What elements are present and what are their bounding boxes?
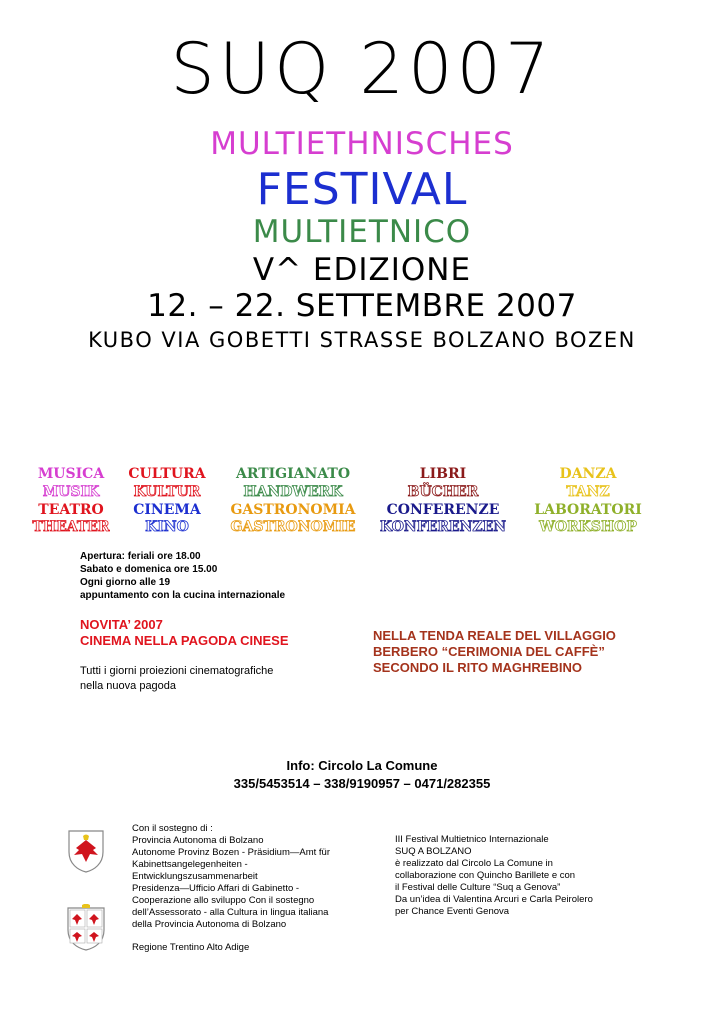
support-line2: Provincia Autonoma di Bolzano (132, 835, 264, 846)
support-text (132, 823, 330, 954)
trentino-crest-icon (66, 904, 106, 957)
support-line4: Kabinettsangelegenheiten - (132, 859, 248, 870)
category-de-kino: KINO (145, 519, 189, 535)
tenda-line3: SECONDO IL RITO MAGHREBINO (373, 660, 582, 675)
tenda-line1: NELLA TENDA REALE DEL VILLAGGIO (373, 628, 616, 643)
novita-heading (80, 617, 289, 649)
support-line9: della Provincia Autonoma di Bolzano (132, 919, 287, 930)
opening-hours-weekend: Sabato e domenica ore 15.00 (80, 564, 218, 575)
category-it-gastronomia: GASTRONOMIA (230, 502, 356, 518)
category-de-musik: MUSIK (42, 484, 100, 500)
support-line3: Autonome Provinz Bozen - Präsidium—Amt für (132, 847, 330, 858)
category-de-workshop: WORKSHOP (539, 519, 637, 535)
opening-hours (80, 550, 285, 602)
support-region: Regione Trentino Alto Adige (132, 942, 250, 953)
category-de-kultur: KULTUR (133, 484, 201, 500)
category-it-cinema: CINEMA (133, 502, 201, 518)
novita-year: NOVITA’ 2007 (80, 617, 163, 632)
tenda-announcement (373, 628, 616, 676)
category-de-handwerk: HANDWERK (243, 484, 343, 500)
novita-desc-line2: nella nuova pagoda (80, 680, 177, 692)
daily-event-time: Ogni giorno alle 19 (80, 577, 171, 588)
credits-line6: Da un’idea di Valentina Arcuri e Carla Peirolero (395, 894, 593, 905)
credits-line7: per Chance Eventi Genova (395, 906, 510, 917)
subtitle-multietnico: MULTIETNICO (252, 214, 472, 250)
support-line6: Presidenza—Ufficio Affari di Gabinetto - (132, 883, 300, 894)
category-de-tanz: TANZ (566, 484, 610, 500)
category-it-laboratori: LABORATORI (534, 502, 642, 518)
category-it-teatro: TEATRO (38, 502, 104, 518)
category-it-artigianato: ARTIGIANATO (235, 466, 351, 482)
category-it-libri: LIBRI (419, 466, 467, 482)
support-line8: dell’Assessorato - alla Cultura in lingua italiana (132, 907, 329, 918)
credits-line2: SUQ A BOLZANO (395, 846, 472, 857)
category-de-konferenzen: KONFERENZEN (379, 519, 507, 535)
category-it-musica: MUSICA (37, 466, 105, 482)
support-line1: Con il sostegno di : (132, 823, 213, 834)
credits-text (395, 834, 593, 918)
category-de-gastronomie: GASTRONOMIE (230, 519, 356, 535)
opening-hours-weekday: Apertura: feriali ore 18.00 (80, 551, 201, 562)
category-de-theater: THEATER (32, 519, 110, 535)
venue: KUBO VIA GOBETTI STRASSE BOLZANO BOZEN (88, 328, 636, 352)
category-it-danza: DANZA (559, 466, 617, 482)
category-it-cultura: CULTURA (128, 466, 206, 482)
category-de-buecher: BÜCHER (407, 484, 479, 500)
dates: 12. – 22. SETTEMBRE 2007 (147, 288, 577, 324)
bolzano-crest-icon (66, 828, 106, 879)
novita-description (80, 664, 273, 694)
edition: V^ EDIZIONE (252, 252, 472, 288)
credits-line4: collaborazione con Quincho Barillete e con (395, 870, 576, 881)
novita-desc-line1: Tutti i giorni proiezioni cinematografiche (80, 665, 274, 677)
tenda-line2: BERBERO “CERIMONIA DEL CAFFÈ” (373, 644, 605, 659)
credits-line5: il Festival delle Culture “Suq a Genova” (395, 882, 561, 893)
info-title: Info: Circolo La Comune (286, 758, 438, 773)
festival-title: SUQ 2007 (170, 28, 554, 110)
info-phones: 335/5453514 – 338/9190957 – 0471/282355 (233, 776, 491, 791)
credits-line3: è realizzato dal Circolo La Comune in (395, 858, 553, 869)
support-line5: Entwicklungszusammenarbeit (132, 871, 258, 882)
daily-event-desc: appuntamento con la cucina internazionale (80, 590, 286, 601)
subtitle-festival: FESTIVAL (256, 164, 468, 215)
novita-cinema: CINEMA NELLA PAGODA CINESE (80, 633, 289, 648)
support-line7: Cooperazione allo sviluppo Con il sostegno (132, 895, 315, 906)
category-it-conferenze: CONFERENZE (386, 502, 500, 518)
credits-line1: III Festival Multietnico Internazionale (395, 834, 549, 845)
subtitle-multiethnisches: MULTIETHNISCHES (210, 126, 514, 162)
